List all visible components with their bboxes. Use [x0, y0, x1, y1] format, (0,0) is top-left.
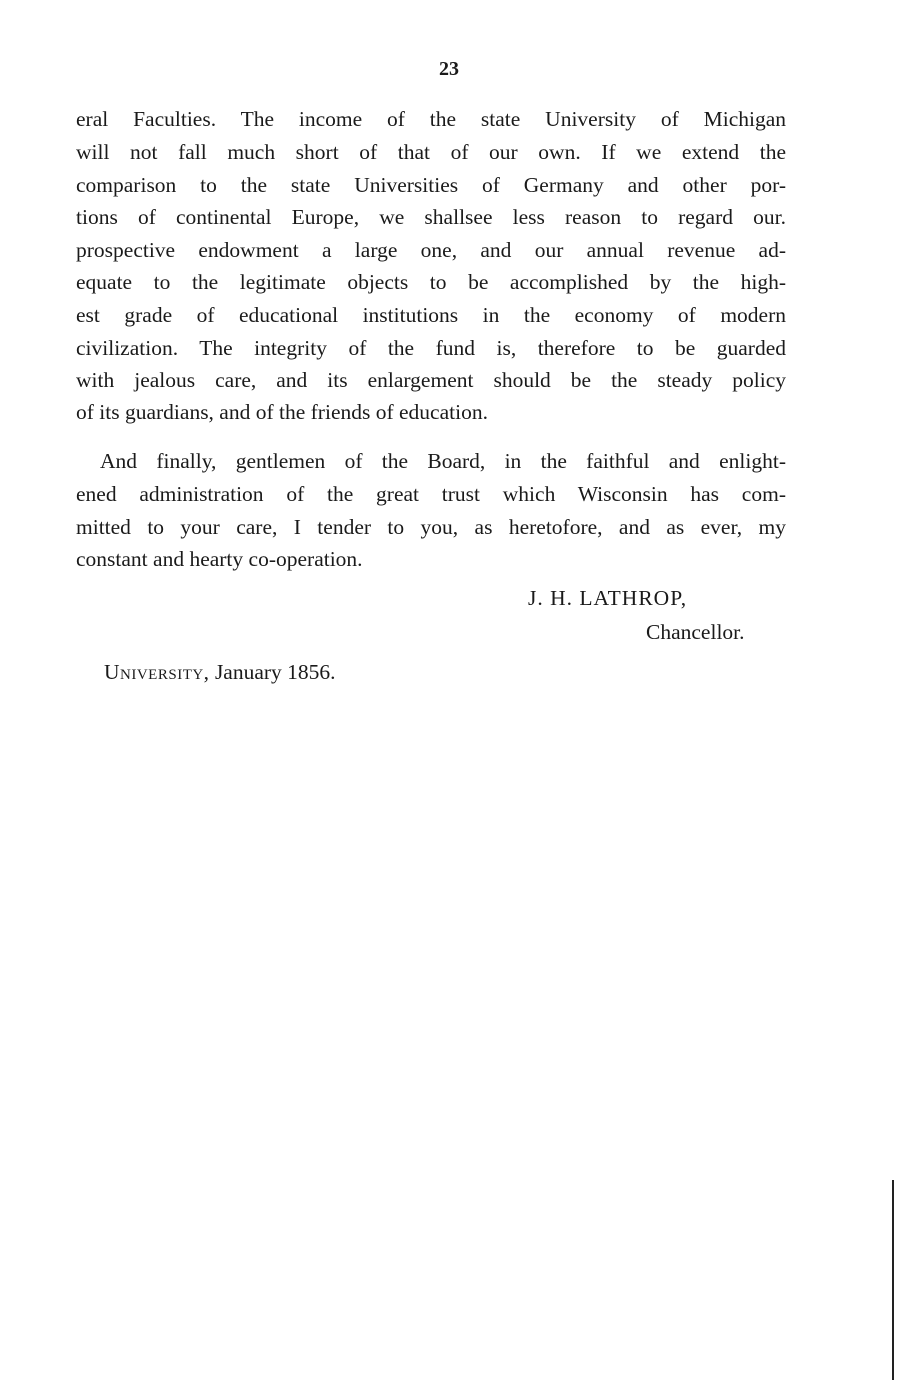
text-line: tions of continental Europe, we shallsee less reason to regard our. [76, 205, 786, 229]
page-number: 23 [439, 58, 459, 80]
text-line: of its guardians, and of the friends of education. [76, 400, 488, 424]
text-line: will not fall much short of that of our own. If we extend the [76, 140, 786, 164]
signature-title: Chancellor. [646, 620, 745, 644]
place-date-line [104, 660, 336, 685]
text-line: And finally, gentlemen of the Board, in the faithful and enlight- [100, 449, 786, 473]
date: January 1856. [209, 660, 336, 684]
text-line: ened administration of the great trust which Wisconsin has com- [76, 482, 786, 506]
place-name: University, [104, 660, 210, 684]
signature-name: J. H. LATHROP, [528, 586, 688, 610]
text-line: prospective endowment a large one, and our annual revenue ad- [76, 238, 786, 262]
page-edge-line [892, 1180, 894, 1380]
text-line: eral Faculties. The income of the state University of Michigan [76, 107, 786, 131]
text-line: est grade of educational institutions in the economy of modern [76, 303, 786, 327]
text-line: civilization. The integrity of the fund is, therefore to be guarded [76, 336, 786, 360]
text-line: comparison to the state Universities of Germany and other por- [76, 173, 786, 197]
text-line: constant and hearty co-operation. [76, 547, 363, 571]
text-line: mitted to your care, I tender to you, as heretofore, and as ever, my [76, 515, 786, 539]
text-line: with jealous care, and its enlargement should be the steady policy [76, 368, 786, 392]
text-line: equate to the legitimate objects to be accomplished by the high- [76, 270, 786, 294]
